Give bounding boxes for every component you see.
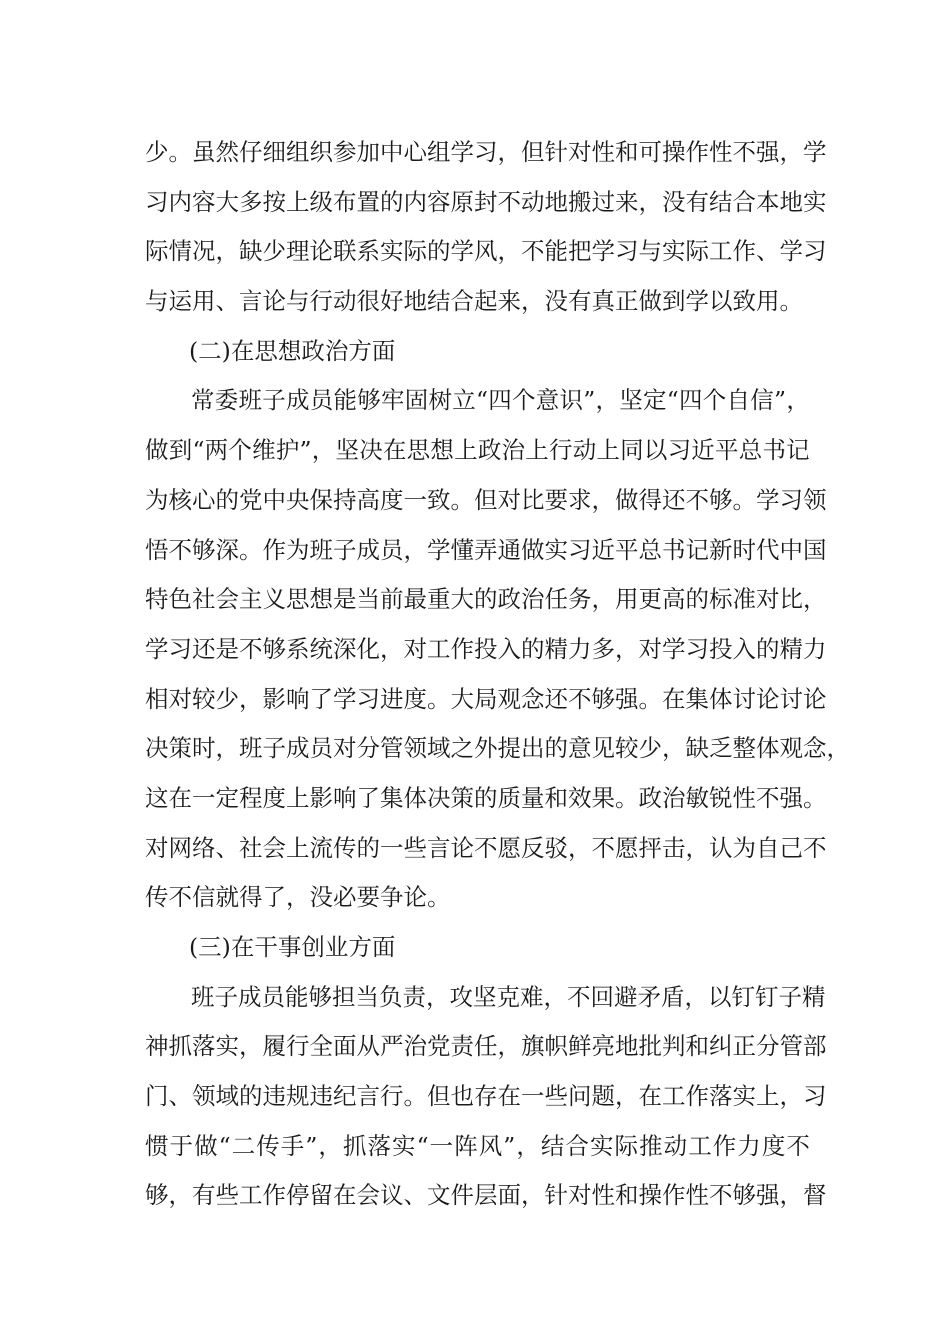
text-line: 神 抓 落 实 ， 履 行 全 面 从 严 治 党 责 任 ， 旗 帜 鲜 亮 地 批 判 和 纠 正 分 管 部	[145, 1032, 827, 1061]
text-line: 够 ， 有 些 工 作 停 留 在 会 议 、 文 件 层 面 ， 针 对 性 和 操 作 性 不 够 强 ， 督	[145, 1181, 827, 1210]
text-line: 做 到 “ 两 个 维 护 ” ， 坚 决 在 思 想 上 政 治 上 行 动 上 同 以 习 近 平 总 书 记	[145, 436, 810, 465]
text-line: 决 策 时 ， 班 子 成 员 对 分 管 领 域 之 外 提 出 的 意 见 较 少 ， 缺 乏 整 体 观 念 ，	[145, 734, 850, 763]
text-line: 惯 于 做 “ 二 传 手 ” ， 抓 落 实 “ 一 阵 风 ” ， 结 合 实 际 推 动 工 作 力 度 不	[145, 1131, 810, 1160]
paragraph-first-line: 班 子 成 员 能 够 担 当 负 责 ， 攻 坚 克 难 ， 不 回 避 矛 盾 ， 以 钉 钉 子 精	[191, 982, 826, 1011]
paragraph-first-line: 常 委 班 子 成 员 能 够 牢 固 树 立 “ 四 个 意 识 ” ， 坚 定 “ 四 个 自 信 ” ，	[191, 386, 810, 415]
text-line: 对 网 络 、 社 会 上 流 传 的 一 些 言 论 不 愿 反 驳 ， 不 愿 抨 击 ， 认 为 自 己 不	[145, 833, 827, 862]
text-line: 学 习 还 是 不 够 系 统 深 化 ， 对 工 作 投 入 的 精 力 多 ， 对 学 习 投 入 的 精 力	[145, 634, 827, 663]
text-line: 为 核 心 的 党 中 央 保 持 高 度 一 致 。 但 对 比 要 求 ， 做 得 还 不 够 。 学 习 领	[145, 485, 827, 514]
text-line: 少 。 虽 然 仔 细 组 织 参 加 中 心 组 学 习 ， 但 针 对 性 和 可 操 作 性 不 强 ， 学	[145, 138, 827, 166]
text-line: 特 色 社 会 主 义 思 想 是 当 前 最 重 大 的 政 治 任 务 ， 用 更 高 的 标 准 对 比 ，	[145, 585, 827, 614]
text-line: 际 情 况 ， 缺 少 理 论 联 系 实 际 的 学 风 ， 不 能 把 学 习 与 实 际 工 作 、 学 习	[145, 237, 827, 266]
text-line: 这 在 一 定 程 度 上 影 响 了 集 体 决 策 的 质 量 和 效 果 。 政 治 敏 锐 性 不 强 。	[145, 783, 827, 812]
text-line: 习 内 容 大 多 按 上 级 布 置 的 内 容 原 封 不 动 地 搬 过 来 ， 没 有 结 合 本 地 实	[145, 187, 827, 216]
text-line: 相 对 较 少 ， 影 响 了 学 习 进 度 。 大 局 观 念 还 不 够 强 。 在 集 体 讨 论 讨 论	[145, 684, 827, 713]
text-line: 与运用、言论与行动很好地结合起来，没有真正做到学以致用。	[145, 287, 803, 316]
text-line: 传不信就得了，没必要争论。	[145, 883, 451, 912]
section-heading: (三)在干事创业方面	[189, 933, 396, 961]
text-line: 门 、 领 域 的 违 规 违 纪 言 行 。 但 也 存 在 一 些 问 题 ， 在 工 作 落 实 上 ， 习	[145, 1082, 827, 1111]
section-heading: (二)在思想政治方面	[189, 336, 396, 365]
text-line: 悟 不 够 深 。 作 为 班 子 成 员 ， 学 懂 弄 通 做 实 习 近 平 总 书 记 新 时 代 中 国	[145, 535, 827, 564]
document-body	[145, 128, 850, 1221]
